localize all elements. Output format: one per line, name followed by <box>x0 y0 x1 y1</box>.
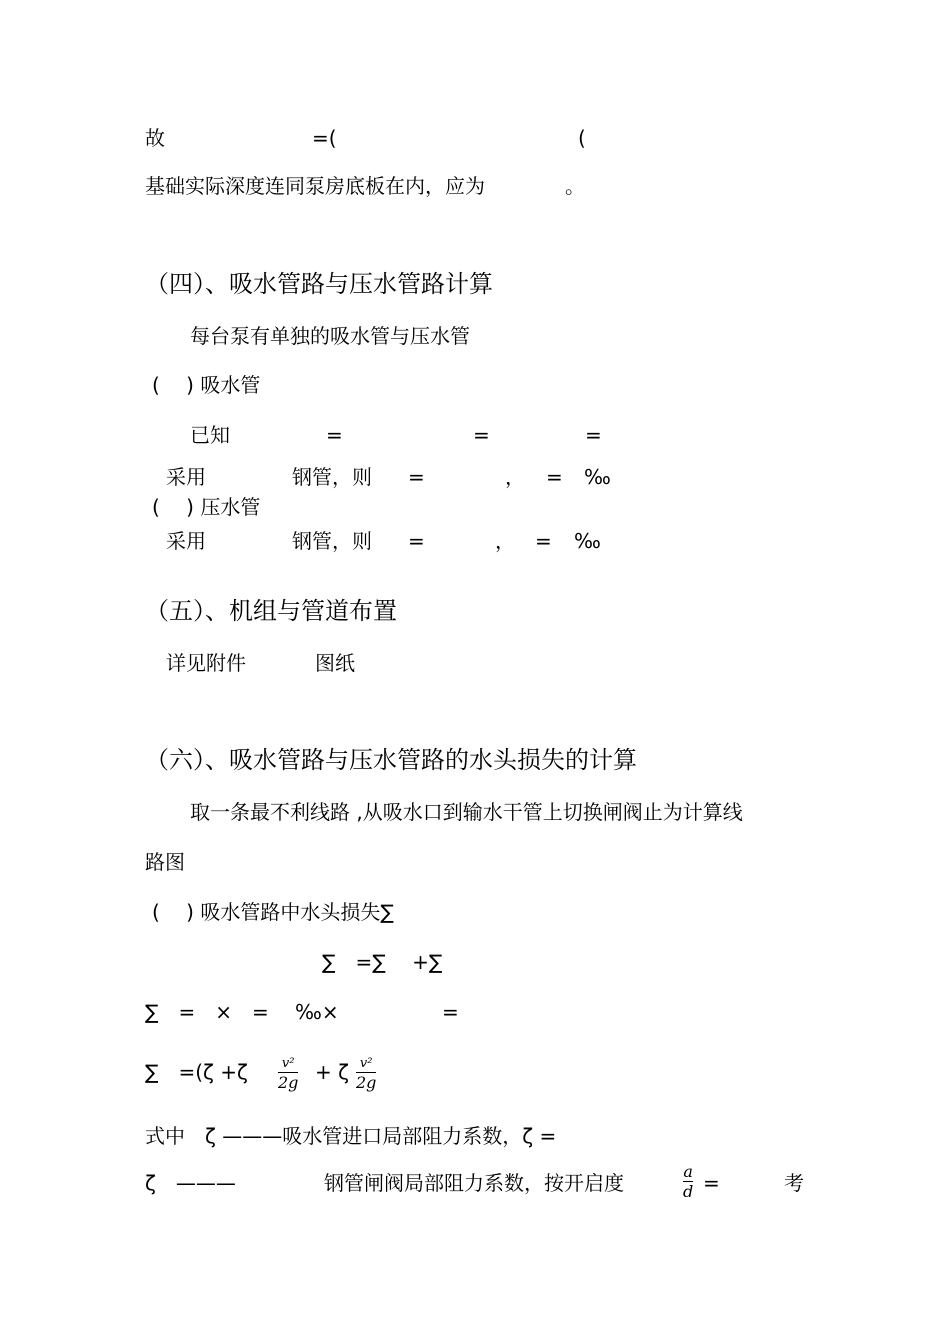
text-paren: ( <box>578 126 586 150</box>
fraction-numerator: v² <box>281 1056 295 1071</box>
fraction-v2-2g-2 <box>356 1056 376 1092</box>
text-steel-pipe-1: 钢管，则 <box>292 465 372 489</box>
subheading-discharge-pipe: ( ) 压水管 <box>152 495 261 519</box>
formula-plus-zeta: + ζ <box>315 1060 349 1084</box>
text-zeta-dash: ζ ——— <box>145 1171 236 1195</box>
heading-section-6: （六）、吸水管路与压水管路的水头损失的计算 <box>145 746 637 774</box>
text-foundation-depth: 基础实际深度连同泵房底板在内，应为 <box>145 174 485 198</box>
text-eq-7: = <box>535 529 552 553</box>
fraction-numerator: a <box>683 1162 693 1181</box>
text-eq-1: = <box>326 423 343 447</box>
subheading-suction-headloss: ( ) 吸水管路中水头损失∑ <box>152 900 394 924</box>
fraction-denominator: 2g <box>278 1073 299 1092</box>
subheading-suction-pipe: ( ) 吸水管 <box>152 373 261 397</box>
fraction-denominator: 2g <box>356 1073 377 1092</box>
fraction-a-over-d <box>683 1163 693 1200</box>
text-period: 。 <box>565 174 585 198</box>
formula-eq: = <box>442 1000 459 1024</box>
text-each-pump: 每台泵有单独的吸水管与压水管 <box>190 324 470 348</box>
formula-local-loss: ∑ =(ζ +ζ <box>145 1060 248 1084</box>
text-known: 已知 <box>190 423 230 447</box>
text-use-1: 采用 <box>166 465 206 489</box>
text-where-inlet-coefficient: 式中 ζ ———吸水管进口局部阻力系数，ζ = <box>145 1124 557 1148</box>
text-eq-4: = <box>408 465 425 489</box>
heading-section-5: （五）、机组与管道布置 <box>145 597 397 625</box>
text-route-1: 取一条最不利线路 ,从吸水口到输水干管上切换闸阀止为计算线 <box>190 800 743 824</box>
text-see-attachment: 详见附件 <box>166 651 246 675</box>
text-permil-2: ‰ <box>574 529 601 553</box>
text-comma-1: ， <box>505 465 525 489</box>
fraction-numerator: v² <box>359 1056 373 1071</box>
fraction-denominator: d <box>683 1182 694 1201</box>
text-gate-valve-coefficient: 钢管闸阀局部阻力系数，按开启度 <box>324 1171 624 1195</box>
text-equals-paren: =( <box>312 126 337 150</box>
text-use-2: 采用 <box>166 529 206 553</box>
text-steel-pipe-2: 钢管，则 <box>292 529 372 553</box>
text-eq-6: = <box>408 529 425 553</box>
text-eq-3: = <box>585 423 602 447</box>
formula-friction-loss: ∑ = × = <box>145 1000 269 1024</box>
text-gu: 故 <box>145 126 165 150</box>
text-eq-opening: = <box>703 1171 720 1195</box>
text-drawing: 图纸 <box>315 651 355 675</box>
text-comma-2: ， <box>495 529 515 553</box>
text-eq-5: = <box>546 465 563 489</box>
formula-permil-times: ‰× <box>295 1000 339 1024</box>
fraction-v2-2g-1 <box>278 1056 298 1092</box>
text-permil-1: ‰ <box>584 465 611 489</box>
text-route-2: 路图 <box>145 850 185 874</box>
formula-total-loss: ∑ =∑ +∑ <box>322 950 443 974</box>
text-kao: 考 <box>784 1171 804 1195</box>
text-eq-2: = <box>473 423 490 447</box>
heading-section-4: （四）、吸水管路与压水管路计算 <box>145 270 493 298</box>
